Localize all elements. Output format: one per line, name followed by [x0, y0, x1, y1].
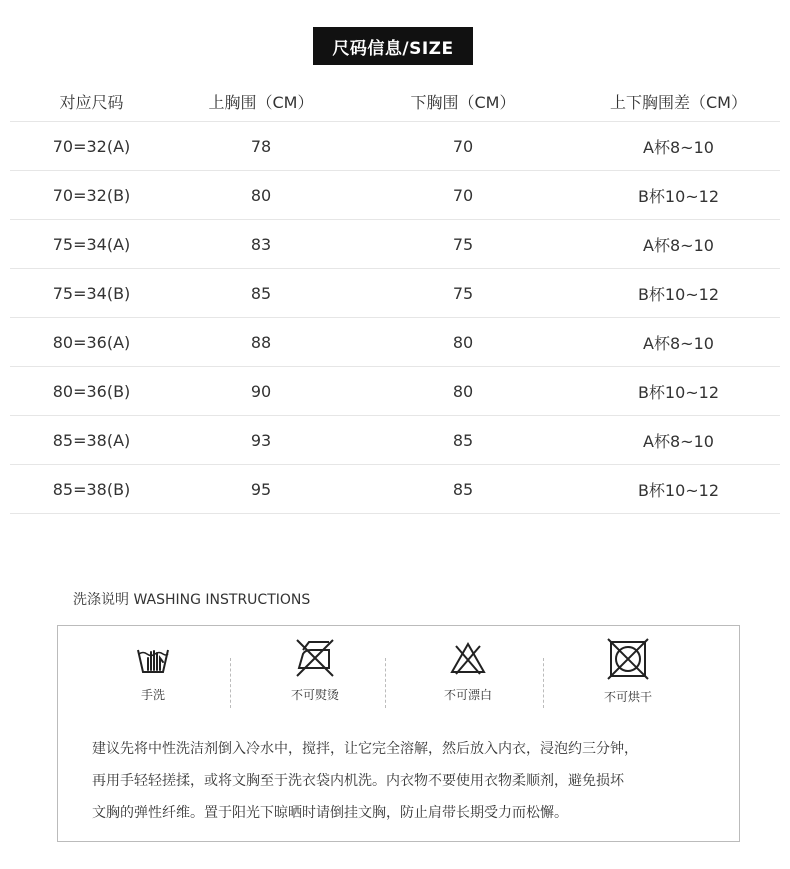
table-row	[10, 367, 780, 416]
care-item-no-bleach	[398, 638, 538, 703]
description-line: 建议先将中性洗洁剂倒入冷水中，搅拌，让它完全溶解，然后放入内衣，浸泡约三分钟，	[92, 741, 638, 757]
header-under-bust: 下胸围（CM）	[410, 93, 516, 112]
cell-upper-bust: 85	[250, 283, 272, 303]
cell-under-bust: 85	[452, 430, 474, 450]
page-title: 尺码信息/SIZE	[313, 27, 473, 65]
cell-size: 85=38(A)	[52, 430, 131, 450]
hand-wash-icon	[133, 638, 173, 678]
cell-size: 85=38(B)	[52, 479, 131, 499]
hand-wash-label: 手洗	[140, 688, 165, 702]
care-item-hand-wash	[83, 638, 223, 703]
no-tumble-dry-icon	[607, 638, 649, 680]
cell-size: 70=32(A)	[52, 136, 131, 156]
cell-size: 75=34(A)	[52, 234, 131, 254]
cell-size: 80=36(B)	[52, 381, 131, 401]
cell-size: 80=36(A)	[52, 332, 131, 352]
table-row	[10, 416, 780, 465]
description-line: 再用手轻轻搓揉，或将文胸至于洗衣袋内机洗。内衣物不要使用衣物柔顺剂，避免损坏	[92, 773, 624, 789]
cell-difference: A杯8~10	[643, 235, 714, 255]
cell-upper-bust: 95	[250, 479, 272, 499]
table-row	[10, 318, 780, 367]
cell-upper-bust: 88	[250, 332, 272, 352]
divider	[230, 658, 231, 708]
size-table	[10, 82, 780, 514]
table-header-row	[10, 82, 780, 122]
cell-under-bust: 70	[452, 185, 474, 205]
cell-difference: A杯8~10	[643, 333, 714, 353]
cell-upper-bust: 93	[250, 430, 272, 450]
table-row	[10, 171, 780, 220]
divider	[385, 658, 386, 708]
header-upper-bust: 上胸围（CM）	[208, 93, 314, 112]
cell-under-bust: 75	[452, 283, 474, 303]
cell-under-bust: 75	[452, 234, 474, 254]
cell-under-bust: 80	[452, 381, 474, 401]
table-row	[10, 220, 780, 269]
table-row	[10, 122, 780, 171]
cell-upper-bust: 83	[250, 234, 272, 254]
washing-description	[92, 733, 722, 829]
cell-difference: A杯8~10	[643, 431, 714, 451]
header-difference: 上下胸围差（CM）	[610, 93, 747, 112]
no-tumble-dry-label: 不可烘干	[603, 690, 652, 704]
cell-under-bust: 70	[452, 136, 474, 156]
cell-size: 70=32(B)	[52, 185, 131, 205]
washing-title: 洗涤说明 WASHING INSTRUCTIONS	[73, 592, 311, 608]
no-bleach-label: 不可漂白	[443, 688, 492, 702]
cell-under-bust: 80	[452, 332, 474, 352]
care-item-no-tumble-dry	[558, 638, 698, 705]
header-size: 对应尺码	[59, 93, 124, 112]
cell-difference: B杯10~12	[637, 480, 720, 500]
table-row	[10, 269, 780, 318]
cell-size: 75=34(B)	[52, 283, 131, 303]
cell-under-bust: 85	[452, 479, 474, 499]
cell-upper-bust: 78	[250, 136, 272, 156]
no-iron-label: 不可熨烫	[290, 688, 339, 702]
washing-instructions-box	[57, 625, 740, 842]
no-bleach-icon	[448, 638, 488, 678]
divider	[543, 658, 544, 708]
table-row	[10, 465, 780, 514]
care-item-no-iron	[245, 638, 385, 703]
cell-upper-bust: 90	[250, 381, 272, 401]
no-iron-icon	[295, 638, 335, 678]
cell-difference: B杯10~12	[637, 186, 720, 206]
cell-difference: B杯10~12	[637, 382, 720, 402]
care-icons-row	[58, 638, 739, 728]
cell-difference: B杯10~12	[637, 284, 720, 304]
cell-upper-bust: 80	[250, 185, 272, 205]
description-line: 文胸的弹性纤维。置于阳光下晾晒时请倒挂文胸，防止肩带长期受力而松懈。	[92, 805, 568, 821]
cell-difference: A杯8~10	[643, 137, 714, 157]
